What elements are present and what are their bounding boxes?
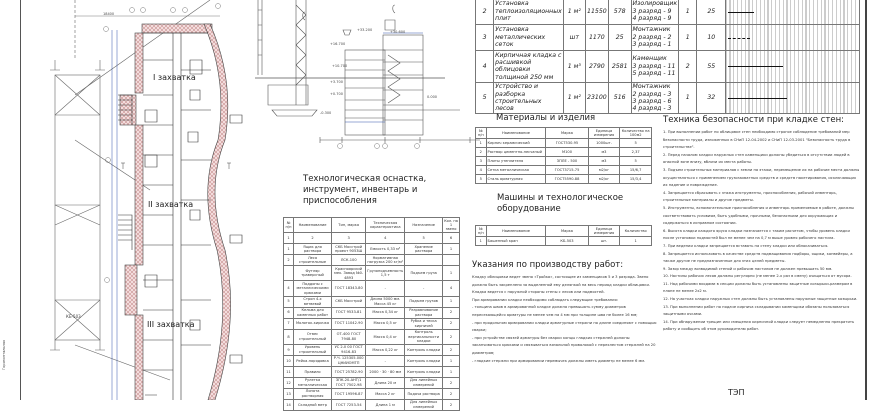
table-cell: 12 — [284, 377, 294, 388]
work-volume: 1170 — [585, 25, 608, 51]
safety-item: 1. При выполнении работ по облицовке стен необходимо строгое соблюдение требований мер безопасности труда, изложенных в СНиП 12-04-2002 и СНиП 12-03-2001 "Безопасность труда в строительстве". — [663, 130, 851, 150]
safety-item: 5. Инструменты, вспомогательные приспособления и инвентарь применяемые в работе, должны соответствовать условиям, быть удобными, прочными, безопасными для окружающих и содержаться в исправном состоянии. — [663, 205, 855, 226]
table-cell: 10 — [284, 355, 294, 366]
gantt-cell — [726, 82, 860, 114]
column-header: Наименование — [294, 218, 332, 233]
safety-item: 6. Высота кладки каждого яруса кладки назначается с таким расчетом, чтобы уровень кладки после установки подмостей был не менее чем на 0,7 м выше уровня рабочего настила. — [663, 228, 850, 241]
table-cell: 5 — [620, 156, 652, 165]
table-cell: 5 — [620, 138, 652, 147]
table-header-row — [476, 128, 652, 139]
table-cell: 14 — [284, 399, 294, 410]
table-cell: Контроль вертикальности кладки — [405, 329, 443, 344]
table-cell: СКБ Мосстрой проект 9053Ш — [332, 244, 366, 255]
table-cell: ГОСТ 7253-54 — [332, 399, 366, 410]
table-cell: ГОСТ 19596-87 — [332, 388, 366, 399]
table-cell: Молоток-кирочка — [294, 318, 332, 329]
table-cell: ГОСТ 9533-81 — [332, 307, 366, 318]
table-cell: КБ-503 — [546, 236, 588, 245]
table-cell: 1 — [443, 296, 460, 307]
table-cell: Кельма для каменных работ — [294, 307, 332, 318]
safety-title: Техника безопасности при кладке стен: — [663, 115, 844, 125]
table-cell: ЛСК-100 — [332, 255, 366, 266]
column-header: Марка — [546, 128, 588, 139]
table-cell: шт. — [588, 236, 620, 245]
safety-item: 3. Подъем строительных материалов с земли на этажи, перемещение их на рабочие места должны осуществляться с применением грузозахватных средств и средств пакетирования, исключающих их падение и повреждение. — [663, 167, 860, 188]
table-cell: - — [405, 281, 443, 296]
work-labor: 516 — [608, 82, 631, 114]
table-cell: 6 — [284, 307, 294, 318]
zone-label-3: III захватка — [147, 320, 195, 329]
table-cell: 4 — [443, 281, 460, 296]
tools-title: Технологическая оснастка, инструмент, инвентарь и приспособления — [303, 174, 427, 206]
work-unit: шт — [563, 25, 585, 51]
table-cell: Уровень строительный — [294, 344, 332, 355]
plan-dimension-top: 18400 — [103, 12, 115, 16]
table-cell: 7 — [284, 318, 294, 329]
work-crew: Монтажник 2 разряд - 2 3 разряд - 1 — [631, 25, 679, 51]
work-unit: 1 м² — [563, 0, 585, 25]
work-labor: 2581 — [608, 51, 631, 83]
table-row — [284, 388, 460, 399]
table-cell — [405, 255, 443, 266]
crane-label: КБ-503 — [66, 314, 81, 319]
instruction-paragraph: При армировании кладки необходимо соблюдать следующие требования: — [472, 297, 618, 302]
table-cell: 9 — [284, 344, 294, 355]
work-shifts: 1 — [679, 25, 697, 51]
table-cell: Масса 0,22 кг — [366, 344, 405, 355]
table-cell: Ящик для раствора — [294, 244, 332, 255]
table-cell: 8 — [284, 329, 294, 344]
table-row — [284, 255, 460, 266]
table-cell: 2 — [476, 147, 487, 156]
work-schedule-table — [475, 0, 860, 114]
table-cell: Контроль кладки — [405, 344, 443, 355]
safety-item: 2. Перед началом кладки наружных стен каменщики должны убедиться в отсутствии людей в опасной зоне внизу, вблизи их места работы. — [663, 152, 850, 165]
table-row — [284, 377, 460, 388]
table-cell: 2,37 — [620, 147, 652, 156]
safety-item: 7. При ведении кладки запрещается вставать на стену кладки или облокачиваться. — [663, 243, 829, 248]
column-header: Техническая характеристика — [366, 218, 405, 233]
table-cell: УС 2-II 00 ГОСТ 9416-83 — [332, 344, 366, 355]
table-row — [284, 329, 460, 344]
work-shifts: 1 — [679, 82, 697, 114]
table-cell: Грузоподъемность 1,5 т — [366, 266, 405, 281]
table-cell: м2/кг — [588, 165, 620, 174]
column-header: Марка — [546, 226, 588, 237]
column-header: Наименование — [486, 128, 546, 139]
table-cell: 1 — [620, 236, 652, 245]
column-header: № п/п — [476, 128, 487, 139]
table-cell: 2 — [443, 318, 460, 329]
table-cell: ГОСТ 18343-80 — [332, 281, 366, 296]
tools-table — [283, 217, 460, 411]
safety-item: 8. Запрещается использовать в качестве средств подмащивания подборы, ящики, конвейеры, а также другие не предназначенные для этих целей предметы. — [663, 251, 853, 264]
table-cell: ГОСТ530-95 — [546, 138, 588, 147]
table-cell: Нормативная нагрузка 200 кг/м² — [367, 255, 404, 265]
machines-table — [475, 225, 652, 246]
table-cell: Плиты утеплителя — [486, 156, 546, 165]
elev-mark-3: +16.700 — [330, 42, 346, 46]
column-number: 4 — [366, 233, 405, 244]
table-cell: Масса 0,34 кг — [366, 307, 405, 318]
gantt-cell — [726, 51, 860, 83]
column-header: Количество на 100м2 — [621, 128, 650, 137]
work-name: Устройство и разборка строительных лесов — [494, 82, 564, 114]
table-cell: 15/6,7 — [620, 165, 652, 174]
work-shifts: 1 — [679, 0, 697, 25]
table-cell: СКБ Мосстрой — [332, 296, 366, 307]
table-cell: 1000шт. — [588, 138, 620, 147]
table-cell: Лопата растворная — [294, 388, 332, 399]
work-row — [476, 25, 860, 51]
table-row — [476, 174, 652, 183]
gantt-cell — [726, 0, 860, 25]
table-cell: 1 — [443, 244, 460, 255]
column-header: Количество — [620, 226, 652, 237]
table-row — [284, 399, 460, 410]
zone-label-2: II захватка — [148, 200, 194, 209]
elev-mark-7: -0.300 — [320, 111, 332, 115]
column-header: Назначение — [405, 218, 443, 233]
table-cell: ГОСТ5590-88 — [546, 174, 588, 183]
table-cell: Правило — [294, 366, 332, 377]
work-name: Кирпичная кладка с расшивкой облицовки толщиной 250 мм — [495, 51, 562, 81]
table-cell: ГОСТ3715-75 — [546, 165, 588, 174]
safety-item: 9. Зазор между возводимой стеной и рабочим настилом не должен превышать 50 мм. — [663, 266, 833, 271]
table-cell: Емкость 0,33 м³ — [366, 244, 405, 255]
table-cell: 5 — [476, 174, 487, 183]
column-header: Тип, марка — [332, 218, 366, 233]
table-cell: 4 — [284, 281, 294, 296]
table-cell: ГОСТ 11042-90 — [332, 318, 366, 329]
table-cell: М100 — [546, 147, 588, 156]
instructions-text — [472, 274, 657, 365]
work-volume: 11550 — [585, 0, 608, 25]
table-row — [284, 355, 460, 366]
table-cell: Масса 2 кг — [366, 388, 405, 399]
work-row — [476, 82, 860, 114]
elev-mark-8: 0.000 — [427, 95, 438, 99]
table-cell: 1 — [284, 244, 294, 255]
table-cell: Строп 4-х ветвевой — [294, 296, 332, 307]
elev-mark-5: +3.700 — [330, 80, 343, 84]
table-cell: ОТ-400 ГОСТ 7948-80 — [332, 329, 366, 344]
table-header-row — [476, 226, 652, 237]
table-cell: 2000 · 30 · 80 мм — [366, 366, 405, 377]
table-row — [476, 147, 652, 156]
safety-item: 10. Настилы рабочих лесов должны регулярно (не менее 2-х раз в смену) очищаться от мусора. — [663, 274, 852, 279]
table-cell: Леса строительные — [294, 255, 332, 266]
table-cell: Рейка-порядовка — [294, 355, 332, 366]
work-crew: Монтажник 2 разряд - 3 3 разряд - 6 4 разряд - 3 — [631, 82, 679, 114]
instruction-paragraph: - толщина швов в армированной кладке должна превышать сумму диаметров пересекающейся арматуры не менее чем на 4 мм при толщине шва не более 16 мм; — [472, 305, 638, 317]
table-cell: Рубка и теска кирпичей — [405, 318, 443, 329]
table-row — [476, 236, 652, 245]
table-row — [476, 138, 652, 147]
machines-title: Машины и технологическое оборудование — [497, 193, 624, 214]
column-number: 3 — [332, 233, 366, 244]
table-cell: 1 — [476, 236, 487, 245]
work-shifts: 2 — [679, 51, 697, 83]
table-row — [476, 156, 652, 165]
safety-item: 4. Запрещается сбрасывать с этажа инструменты, приспособления, рабочий инвентарь, строительные материалы и другие предметы. — [663, 190, 837, 203]
work-no: 5 — [476, 82, 494, 114]
column-header: Кол. на 1 звено — [444, 218, 458, 232]
tep-label: ТЭП — [728, 388, 745, 397]
table-cell: 2 — [443, 307, 460, 318]
table-cell: 2 — [443, 329, 460, 344]
column-header: Единица измерения — [588, 128, 620, 139]
table-cell: Масса 0,4 кг — [366, 329, 405, 344]
table-row — [284, 366, 460, 377]
table-cell: Поддоны с металлическими крюками — [294, 281, 332, 296]
column-header: Единица измерения — [588, 226, 620, 237]
table-cell: 5 — [284, 296, 294, 307]
instruction-paragraph: Кладку облицовки ведет звено «Тройка», состоящее из каменщиков 5 и 3 разряда. Звено должно быть закреплено за выделенной ему делянкой на весь период кладки облицовки. Кладка ведется с наружной стороны стены с лесов или подмостей. — [472, 275, 651, 295]
table-cell: Длина 20 м — [366, 377, 405, 388]
gantt-bar — [728, 66, 783, 67]
table-cell: - — [366, 281, 405, 296]
table-cell — [284, 266, 294, 281]
table-cell: Хранение раствора — [405, 244, 443, 255]
table-cell: м3 — [588, 147, 620, 156]
table-cell: 2 — [443, 399, 460, 410]
column-number: 5 — [405, 233, 443, 244]
work-name: Установка металлических сеток — [494, 25, 564, 51]
table-cell: Сетка металлическая — [486, 165, 546, 174]
table-cell: Футляр траверсный — [294, 266, 332, 281]
instruction-paragraph: - при продольном армировании кладки арматурные стержни по длине соединяют с помощью сварки; — [472, 320, 657, 333]
work-crew: Изолировщик 3 разряд - 9 4 разряд - 9 — [631, 0, 679, 25]
side-note: Горизонтальная — [2, 339, 6, 370]
work-name: Установка теплоизоляционных плит — [494, 0, 564, 25]
table-cell: Раствор цементно-песчаный — [486, 147, 546, 156]
column-number: 6 — [443, 233, 460, 244]
table-cell: - — [366, 355, 405, 366]
table-cell: ЗПК-20-АНТ/1 ГОСТ 7502-98 — [332, 377, 366, 388]
table-cell: 1 — [443, 266, 460, 281]
table-cell: Масса 0,5 кг — [366, 318, 405, 329]
table-cell: 1 — [476, 138, 487, 147]
table-row — [284, 318, 460, 329]
table-cell: 1 — [443, 355, 460, 366]
work-row — [476, 51, 860, 83]
materials-table — [475, 127, 652, 184]
elev-mark-6: +0.700 — [330, 92, 343, 96]
table-cell: Отвес строительный — [294, 329, 332, 344]
materials-title: Материалы и изделия — [496, 113, 596, 123]
gantt-cell — [726, 25, 860, 51]
table-cell: 15/3,4 — [620, 174, 652, 183]
table-cell: Складной метр — [294, 399, 332, 410]
safety-item: 12. На участках кладки наружных стен должны быть установлены наружные защитные козырьки. — [663, 297, 858, 302]
instruction-paragraph: - гладкие стержни при армировании перемычек должны иметь диаметр не менее 6 мм. — [472, 358, 646, 363]
gantt-bar — [728, 98, 786, 99]
column-header: Наименование — [486, 226, 546, 237]
table-header-row — [284, 218, 460, 233]
elev-mark-2: +30.600 — [390, 30, 406, 34]
table-cell: Подъем груза — [405, 266, 443, 281]
work-days: 55 — [697, 51, 726, 83]
table-cell: 2 — [443, 388, 460, 399]
table-row — [284, 244, 460, 255]
work-row — [476, 0, 860, 25]
column-number: 1 — [284, 233, 294, 244]
work-volume: 23100 — [585, 82, 608, 114]
elev-mark-1: +33.200 — [357, 28, 373, 32]
table-cell: Длина 1 м — [366, 399, 405, 410]
work-no: 3 — [476, 25, 494, 51]
work-volume: 2790 — [585, 51, 608, 83]
table-cell: ЗПЛЕ - 500 — [546, 156, 588, 165]
table-cell: Подача раствора — [405, 388, 443, 399]
table-cell: Подъем грузов — [405, 296, 443, 307]
table-cell: Длина 5000 мм. Масса 45 кг — [366, 296, 405, 307]
table-cell: 2 — [443, 377, 460, 388]
table-row — [284, 296, 460, 307]
table-row — [284, 307, 460, 318]
table-cell — [443, 255, 460, 266]
table-cell: Контроль кладки — [405, 366, 443, 377]
table-cell: 13 — [284, 388, 294, 399]
table-cell: Контроль кладки — [405, 355, 443, 366]
instruction-paragraph: - при устройстве связей арматуры без сварки концы гладких стержней должны заканчиваться крюками и связываться вязальной проволокой с перехлестом стержней на 20 диаметров; — [472, 335, 656, 355]
work-days: 32 — [697, 82, 726, 114]
table-cell: м3 — [588, 156, 620, 165]
table-cell: 11 — [284, 366, 294, 377]
column-header: № п/п — [476, 226, 487, 237]
work-unit: 1 м² — [563, 82, 585, 114]
safety-item: 13. При выполнении работ по подаче кирпича складывании каменщики обязаны пользоваться защитными очками. — [663, 304, 850, 317]
table-cell: Рулетка металлическая — [294, 377, 332, 388]
table-cell: Р.Ч. 125305.000 ЦНИИОМТП — [332, 355, 366, 366]
elev-mark-4: +10.700 — [332, 64, 348, 68]
work-unit: 1 м³ — [563, 51, 585, 83]
table-cell: 2 — [284, 255, 294, 266]
table-cell: Сталь арматурная — [486, 174, 546, 183]
work-no: 2 — [476, 0, 494, 25]
work-labor: 25 — [608, 25, 631, 51]
table-row — [284, 281, 460, 296]
table-cell: Для линейных измерений — [405, 377, 443, 388]
work-days: 10 — [697, 25, 726, 51]
table-cell: 4 — [476, 165, 487, 174]
table-cell: Красноярский мех. Завод №0-4893 — [332, 266, 366, 281]
table-row — [284, 266, 460, 281]
safety-text — [663, 129, 861, 334]
table-cell: Башенный кран — [486, 236, 546, 245]
work-labor: 578 — [608, 0, 631, 25]
column-header: № п/п — [284, 218, 294, 233]
table-cell: 2 — [443, 344, 460, 355]
table-cell: Кирпич керамический — [486, 138, 546, 147]
work-no: 4 — [476, 51, 494, 83]
safety-item: 14. При обнаружении трещин или смещения кирпичной кладки следует немедленно прекратить работу и сообщить об этом руководителю работ. — [663, 319, 855, 332]
table-cell: Для линейных измерений — [405, 399, 443, 410]
work-crew: Каменщик 3 разряд - 11 5 разряд - 11 — [631, 51, 679, 83]
column-number-row — [284, 233, 460, 244]
table-cell: 1 — [443, 366, 460, 377]
work-days: 25 — [697, 0, 726, 25]
table-cell: ГОСТ 25782-90 — [332, 366, 366, 377]
table-cell: Разравнивание раствора — [405, 307, 443, 318]
zone-label-1: I захватка — [153, 73, 196, 82]
safety-item: 11. Над рабочими входами в секции должны быть установлены защитные козырьки-размером в плане не менее 2х2 м. — [663, 281, 853, 294]
table-cell: 3 — [476, 156, 487, 165]
gantt-bar — [728, 38, 750, 39]
table-row — [284, 344, 460, 355]
table-row — [476, 165, 652, 174]
column-number: 2 — [294, 233, 332, 244]
instructions-title: Указания по производству работ: — [472, 260, 624, 270]
table-cell: м2/кг — [588, 174, 620, 183]
gantt-bar — [728, 12, 754, 13]
